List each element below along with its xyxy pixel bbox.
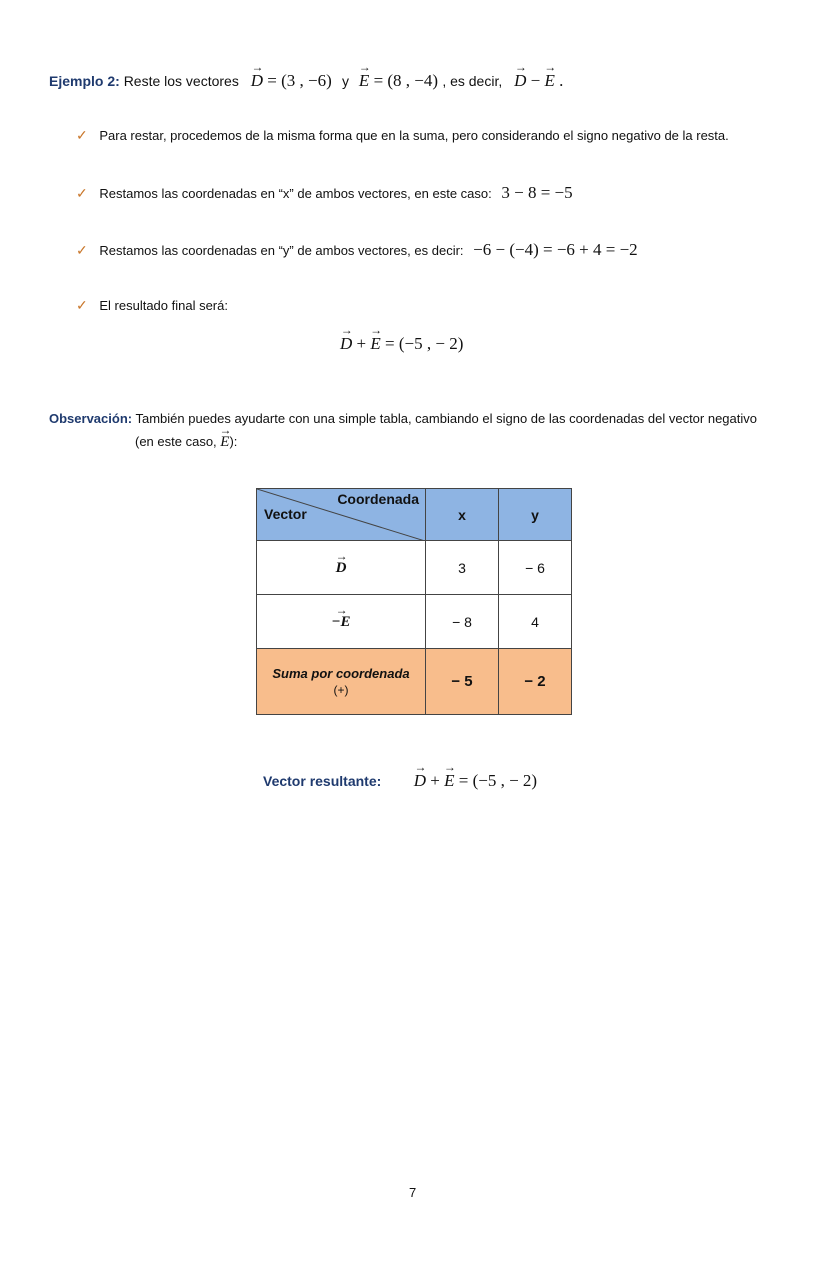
- checkmark-icon: ✓: [76, 127, 88, 143]
- result-value: = (−5 , − 2): [385, 334, 464, 353]
- checkmark-icon: ✓: [76, 185, 88, 201]
- row-d-x: 3: [426, 541, 499, 595]
- resultant-label: Vector resultante:: [263, 773, 382, 789]
- diagonal-header-cell: [257, 489, 426, 541]
- step-4: [76, 297, 228, 314]
- step-3: [76, 240, 638, 260]
- result-vector-d: → D: [340, 334, 352, 354]
- sum-sign: (+): [333, 683, 349, 697]
- sum-label: Suma por coordenada: [272, 666, 410, 681]
- row-label-cell: [257, 541, 426, 595]
- vector-e-value: = (8 , −4): [373, 71, 439, 90]
- sum-label-cell: [257, 649, 426, 715]
- header-vector: Vector: [264, 506, 307, 522]
- step-2-math: 3 − 8 = −5: [501, 183, 573, 202]
- table-row: [257, 595, 572, 649]
- example-heading: [49, 71, 563, 91]
- sum-x: − 5: [426, 649, 499, 715]
- step-1: [76, 127, 729, 144]
- observation-suffix: ):: [229, 434, 238, 449]
- observation-vector-e: → E: [220, 434, 229, 451]
- header-x: x: [426, 489, 499, 541]
- resultant-vector-e: → E: [444, 771, 454, 791]
- difference-expression: [514, 71, 563, 90]
- sum-row: [257, 649, 572, 715]
- resultant-plus: +: [430, 771, 440, 790]
- resultant-line: [263, 771, 537, 791]
- observation-line-2: [135, 434, 237, 451]
- row-vector-minus-e: → −E: [331, 614, 350, 631]
- row-d-y: − 6: [499, 541, 572, 595]
- period: .: [559, 71, 564, 90]
- vector-d: → D: [251, 71, 263, 91]
- vector-d-value: = (3 , −6): [267, 71, 332, 90]
- row-label-cell: [257, 595, 426, 649]
- example-label: Ejemplo 2:: [49, 73, 120, 89]
- vector-d-definition: [251, 71, 336, 90]
- sum-y: − 2: [499, 649, 572, 715]
- step-2: [76, 183, 573, 203]
- table-header-row: [257, 489, 572, 541]
- resultant-equation: [414, 771, 537, 790]
- conjunction: y: [342, 73, 350, 89]
- vector-d-2: → D: [514, 71, 526, 91]
- step-3-math: −6 − (−4) = −6 + 4 = −2: [473, 240, 638, 259]
- coordinates-table: [256, 488, 572, 715]
- observation-text: También puedes ayudarte con una simple tabla, cambiando el signo de las coordenadas del vector negativo: [135, 411, 757, 426]
- header-y: y: [499, 489, 572, 541]
- checkmark-icon: ✓: [76, 297, 88, 313]
- es-decir: , es decir,: [442, 73, 503, 89]
- step-4-text: El resultado final será:: [99, 298, 228, 313]
- table-row: [257, 541, 572, 595]
- row-e-x: − 8: [426, 595, 499, 649]
- resultant-value: = (−5 , − 2): [458, 771, 538, 790]
- result-vector-e: → E: [370, 334, 380, 354]
- minus-sign: −: [530, 71, 541, 90]
- observation-label: Observación:: [49, 411, 133, 426]
- checkmark-icon: ✓: [76, 242, 88, 258]
- resultant-vector-d: → D: [414, 771, 426, 791]
- page-number: 7: [409, 1185, 417, 1200]
- step-3-text: Restamos las coordenadas en “y” de ambos vectores, es decir:: [99, 243, 464, 258]
- observation-prefix: (en este caso,: [135, 434, 217, 449]
- plus-sign: +: [356, 334, 367, 353]
- step-2-text: Restamos las coordenadas en “x” de ambos vectores, en este caso:: [99, 186, 492, 201]
- vector-e-definition: [359, 71, 442, 90]
- vector-e-2: → E: [545, 71, 555, 91]
- header-coordenada: Coordenada: [337, 491, 419, 507]
- result-equation: [340, 334, 463, 354]
- example-text: Reste los vectores: [123, 73, 239, 89]
- row-vector-d: → D: [336, 560, 347, 577]
- step-1-text: Para restar, procedemos de la misma forma que en la suma, pero considerando el signo negativo de la resta.: [99, 128, 729, 143]
- vector-e: → E: [359, 71, 369, 91]
- observation-line-1: [49, 411, 757, 426]
- row-e-y: 4: [499, 595, 572, 649]
